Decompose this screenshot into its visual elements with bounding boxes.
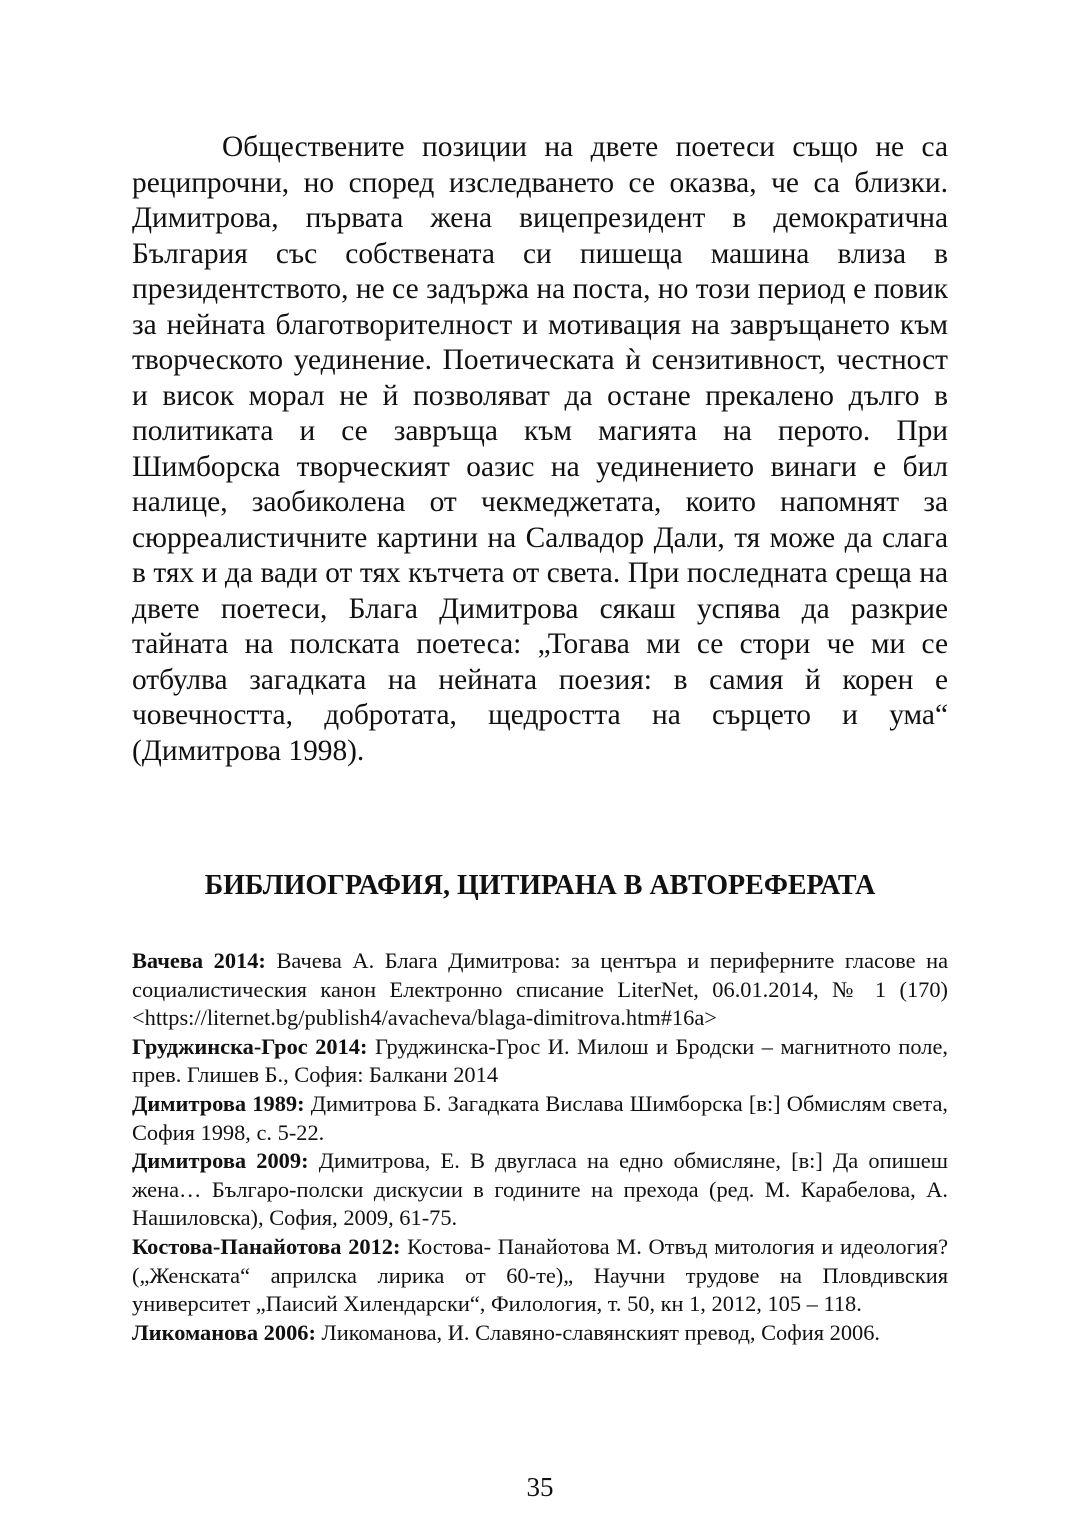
- body-paragraph: Обществените позиции на двете поетеси също не са реципрочни, но според изследването се оказва, че са близки. Димитрова, първата жена вицепрезидент в демократична България със собствената си пишеща машина влиза в президентството, не се задържа на поста, но този период е повик за нейната благотворителност и мотивация на завръщането към творческото уединение. Поетическата ѝ сензитивност, честност и висок морал не й позволяват да остане прекалено дълго в политиката и се завръща към магията на перото. При Шимборска творческият оазис на уединението винаги е бил налице, заобиколена от чекмеджетата, които напомнят за сюрреалистичните картини на Салвадор Дали, тя може да слага в тях и да вади от тях кътчета от света. При последната среща на двете поетеси, Блага Димитрова сякаш успява да разкрие тайната на полската поетеса: „Тогава ми се стори че ми се отбулва загадката на нейната поезия: в самия й корен е човечността, добротата, щедростта на сърцето и ума“ (Димитрова 1998).: [132, 131, 948, 767]
- bibliography-entry-text: Костова- Панайотова М. Отвъд митология и идеология? („Женската“ априлска лирика от 60-те)„ Научни трудове на Пловдивския университет „Паисий Хилендарски“, Филология, т. 50, кн 1, 2012, 105 – 118.: [132, 1233, 949, 1317]
- bibliography-entry-key: Костова-Панайотова 2012:: [132, 1233, 401, 1259]
- bibliography-entry-text: Вачева А. Блага Димитрова: за центъра и периферните гласове на социалистическия канон Електронно списание LiterNet, 06.01.2014, № 1 (170) <https://liternet.bg/publish4/avacheva/blaga-dimitrova.htm#16a>: [132, 948, 949, 1031]
- bibliography-entry: [132, 1090, 948, 1147]
- bibliography-entry: [132, 947, 948, 1033]
- bibliography-entry: [132, 1233, 948, 1319]
- bibliography-entry-key: Димитрова 2009:: [132, 1148, 309, 1174]
- bibliography-entry: [132, 1319, 948, 1348]
- bibliography-entry-key: Димитрова 1989:: [132, 1090, 305, 1116]
- page-content: [132, 130, 948, 1347]
- bibliography-entry-key: Ликоманова 2006:: [132, 1319, 316, 1345]
- bibliography-entry-key: Вачева 2014:: [132, 948, 266, 973]
- bibliography-heading: БИБЛИОГРАФИЯ, ЦИТИРАНА В АВТОРЕФЕРАТА: [204, 870, 876, 901]
- bibliography-entry-text: Груджинска-Грос И. Милош и Бродски – магнитното поле, прев. Глишев Б., София: Балкани 2014: [132, 1033, 948, 1088]
- bibliography-entry-key: Груджинска-Грос 2014:: [132, 1033, 368, 1059]
- bibliography-entry: [132, 1033, 948, 1090]
- bibliography-list: [132, 947, 948, 1347]
- bibliography-entry-text: Ликоманова, И. Славяно-славянският превод, София 2006.: [315, 1319, 881, 1345]
- bibliography-entry-text: Димитрова Б. Загадката Вислава Шимборска [в:] Обмислям света, София 1998, с. 5-22.: [132, 1090, 948, 1145]
- page-number: 35: [526, 1472, 554, 1502]
- bibliography-entry: [132, 1147, 948, 1233]
- bibliography-entry-text: Димитрова, Е. В двугласа на едно обмисляне, [в:] Да опишеш жена… Българо-полски дискусии в годините на прехода (ред. М. Карабелова, А. Нашиловска), София, 2009, 61-75.: [132, 1148, 948, 1231]
